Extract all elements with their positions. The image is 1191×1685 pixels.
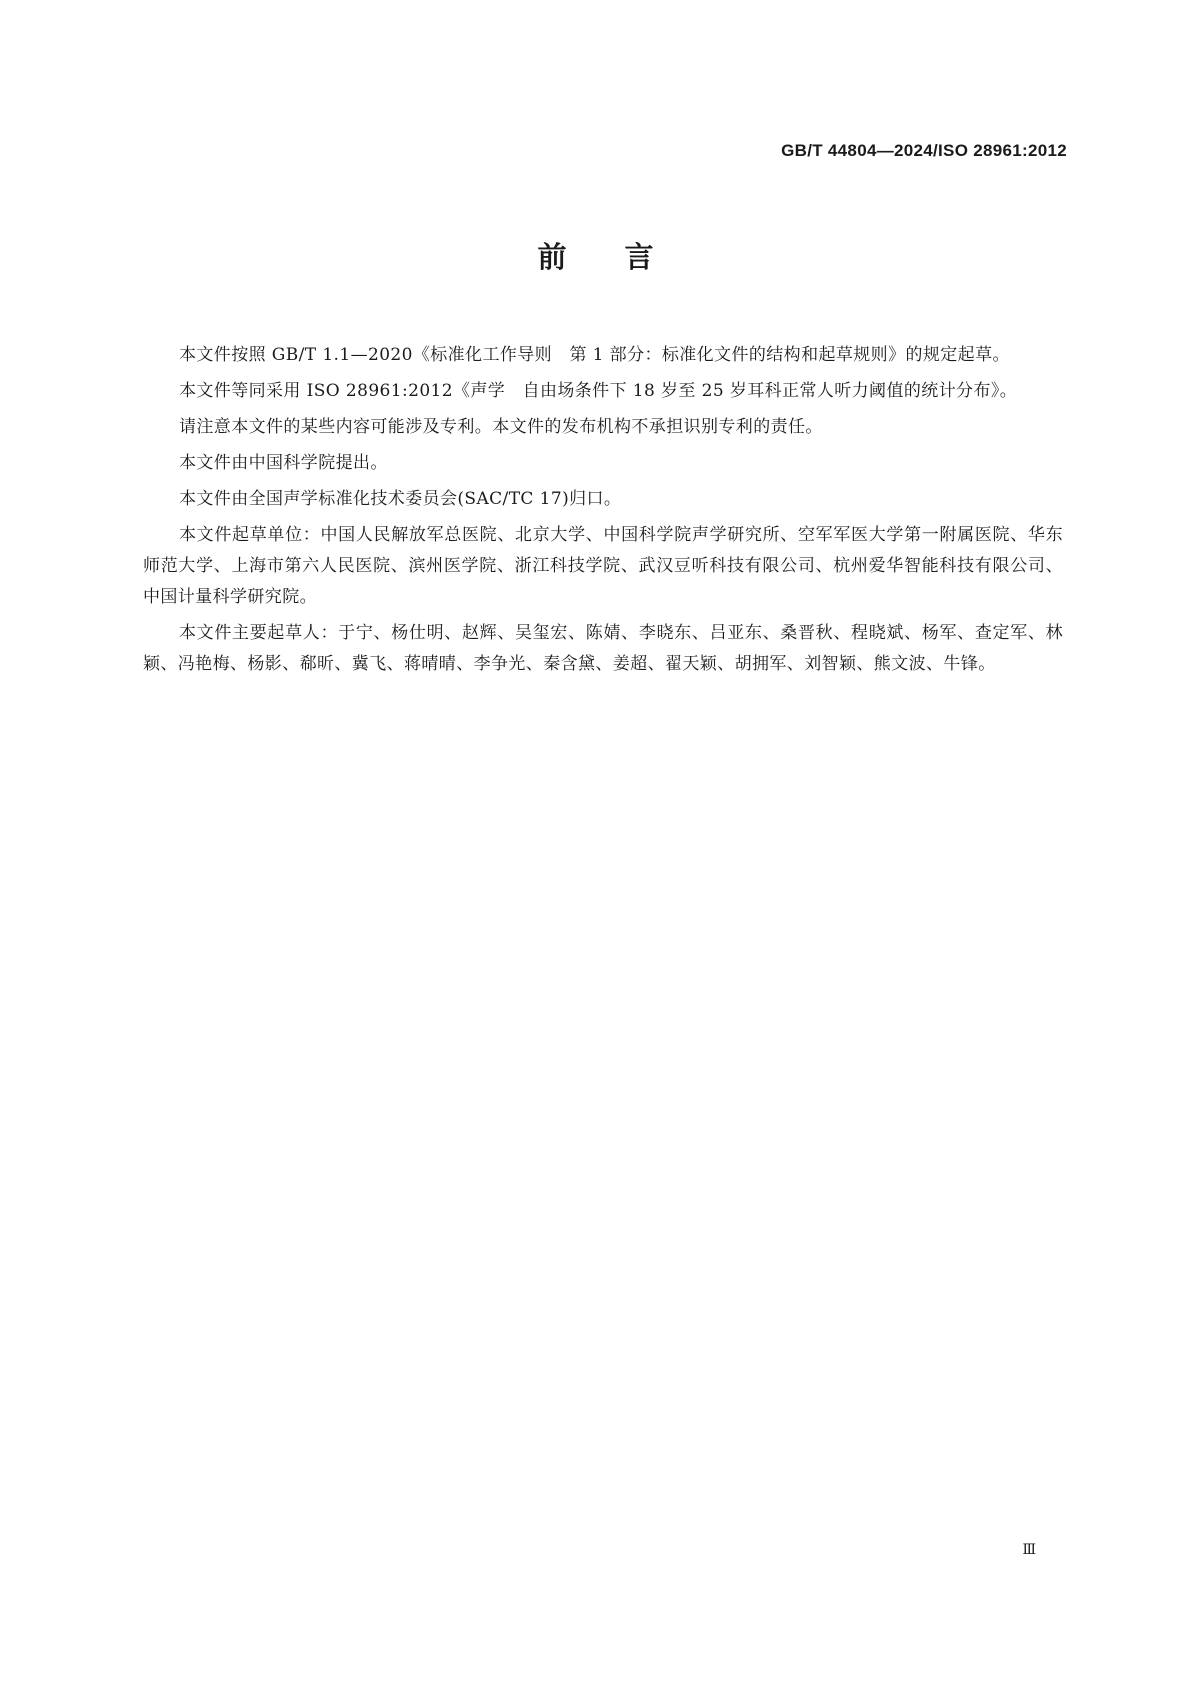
paragraph-proposer: 本文件由中国科学院提出。 bbox=[179, 453, 388, 473]
standard-number-header: GB/T 44804—2024/ISO 28961:2012 bbox=[781, 141, 1067, 160]
foreword-body bbox=[143, 340, 1063, 685]
paragraph-drafting-units: 本文件起草单位：中国人民解放军总医院、北京大学、中国科学院声学研究所、空军军医大学第一附属医院、华东师范大学、上海市第六人民医院、滨州医学院、浙江科技学院、武汉豆听科技有限公司、杭州爱华智能科技有限公司、中国计量科学研究院。 bbox=[143, 525, 1063, 607]
paragraph-technical-committee: 本文件由全国声学标准化技术委员会(SAC/TC 17)归口。 bbox=[179, 489, 622, 509]
paragraph-equivalent-standard: 本文件等同采用 ISO 28961:2012《声学 自由场条件下 18 岁至 25 岁耳科正常人听力阈值的统计分布》。 bbox=[179, 381, 1018, 401]
paragraph-drafting-rules: 本文件按照 GB/T 1.1—2020《标准化工作导则 第 1 部分：标准化文件的结构和起草规则》的规定起草。 bbox=[179, 345, 1010, 365]
page-number: Ⅲ bbox=[1022, 1542, 1036, 1558]
paragraph-drafters: 本文件主要起草人：于宁、杨仕明、赵辉、吴玺宏、陈婧、李晓东、吕亚东、桑晋秋、程晓斌、杨军、查定军、林颖、冯艳梅、杨影、郗昕、冀飞、蒋晴晴、李争光、秦含黛、姜超、翟天颖、胡拥军、刘智颖、熊文波、牛锋。 bbox=[143, 623, 1063, 674]
page-title: 前言 bbox=[537, 240, 712, 274]
paragraph-patent-notice: 请注意本文件的某些内容可能涉及专利。本文件的发布机构不承担识别专利的责任。 bbox=[179, 417, 823, 437]
